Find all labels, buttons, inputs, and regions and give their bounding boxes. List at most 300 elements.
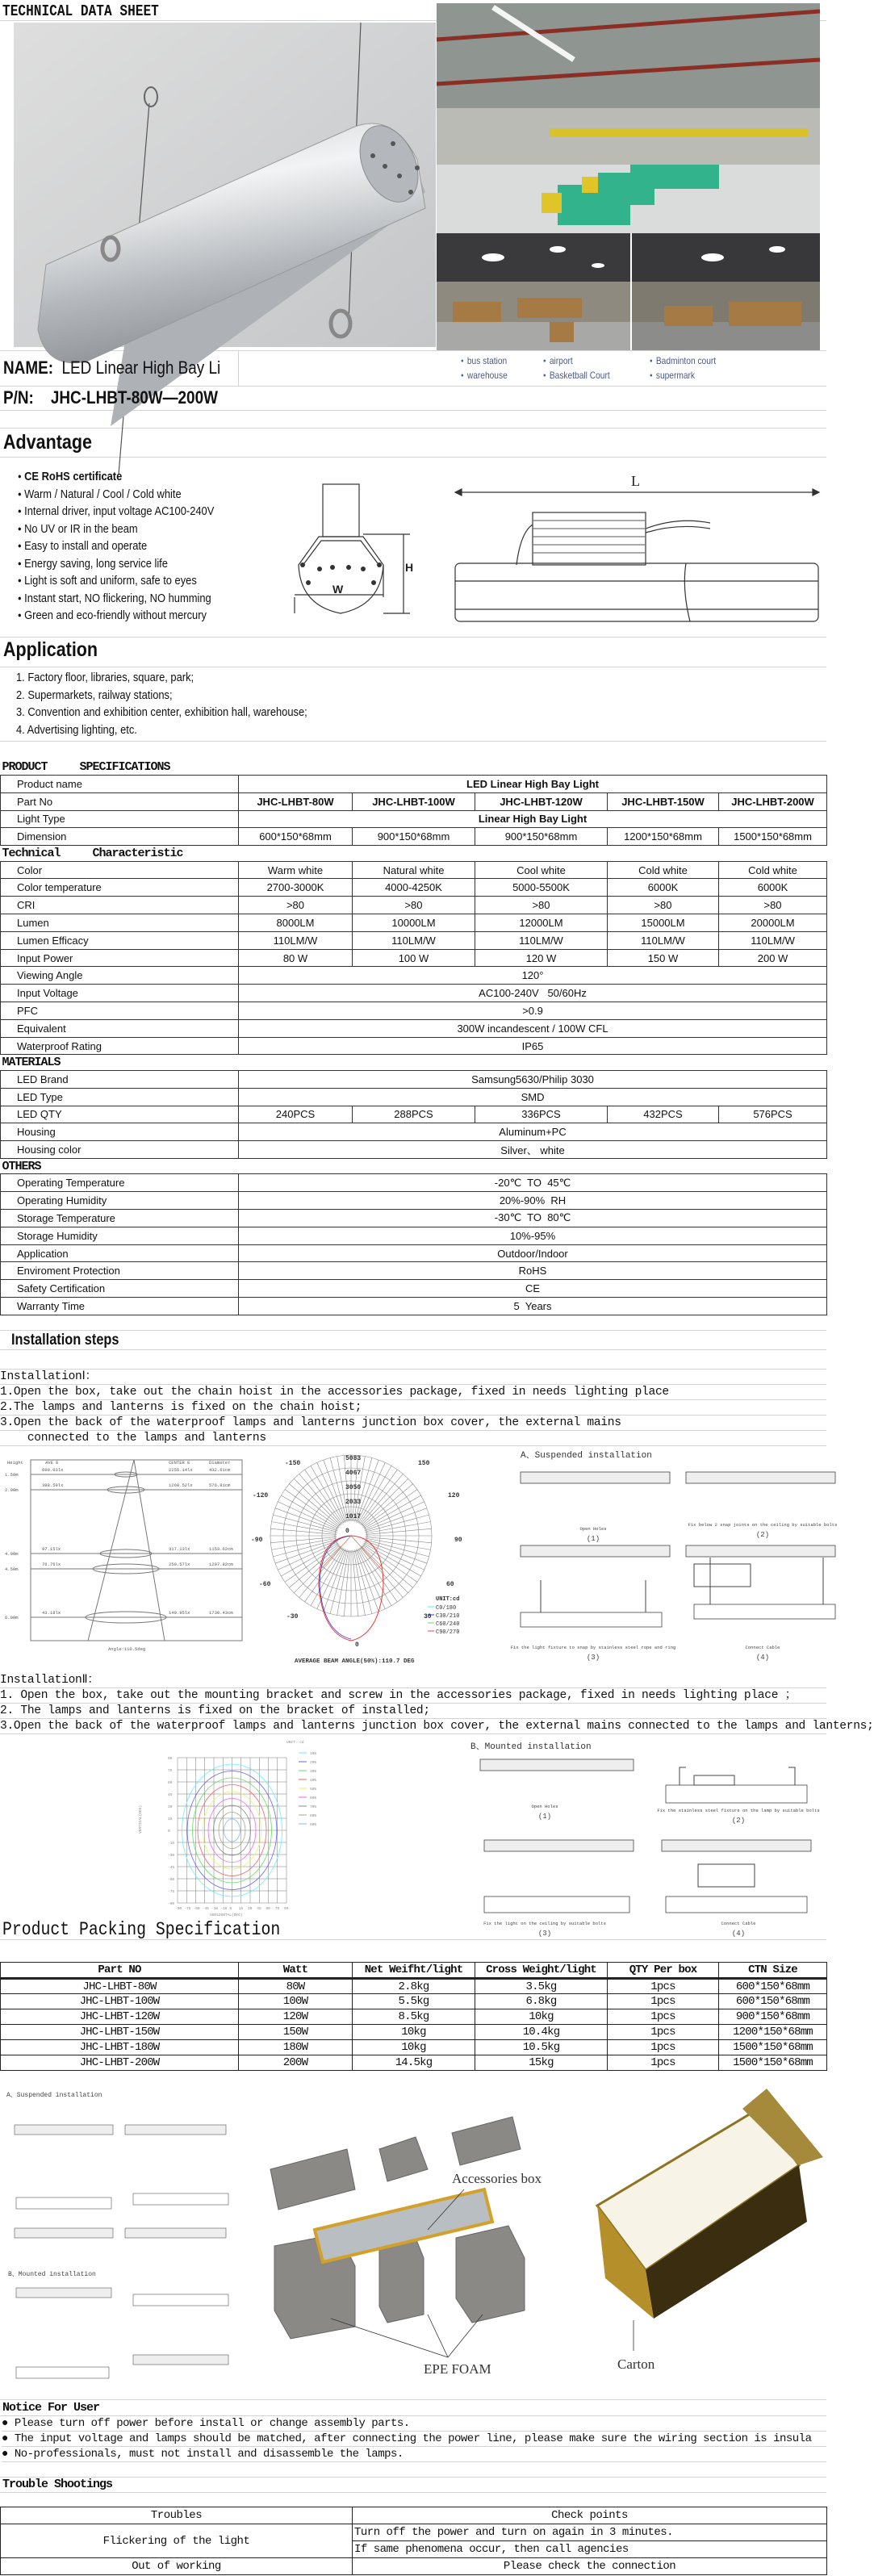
spec-value: 120 W [475, 949, 608, 967]
spec-value: LED Linear High Bay Light [239, 776, 827, 793]
isolux-value: 4.00m [5, 1551, 19, 1557]
divider [0, 2492, 826, 2493]
iso-ytick: -60 [168, 1878, 175, 1882]
packing-header: CTN Size [719, 1963, 827, 1979]
iso-xtick: 0 [229, 1907, 232, 1911]
trouble-check: Please check the connection [353, 2558, 827, 2575]
packaging-illustration [266, 2085, 823, 2385]
polar-spoke [311, 1466, 344, 1523]
part-number [3, 387, 218, 408]
spec-row [1, 914, 827, 932]
trouble-name: Flickering of the light [1, 2524, 353, 2558]
iso-xtick: -15 [220, 1907, 228, 1911]
step-caption: Fix below 2 snap joints on the ceiling by suitable bolts [688, 1522, 838, 1528]
polar-spoke [281, 1495, 338, 1528]
epe-foam-label: EPE FOAM [424, 2361, 491, 2377]
spec-value: Outdoor/Indoor [239, 1244, 827, 1262]
spec-value: >80 [608, 897, 719, 914]
packing-cell: 10kg [475, 2009, 608, 2025]
application-chip: ● warehouse [461, 370, 508, 381]
spec-value: -30℃ TO 80℃ [239, 1210, 827, 1227]
iso-xtick: -45 [202, 1907, 209, 1911]
spec-label: Enviroment Protection [1, 1262, 239, 1280]
step-number: (1) [586, 1535, 600, 1543]
iso-ytick: -45 [168, 1866, 175, 1870]
spec-label: Part No [1, 792, 239, 810]
iso-xtick: 30 [248, 1907, 253, 1911]
spec-value: 150 W [608, 949, 719, 967]
packing-cell: 1pcs [608, 1994, 719, 2009]
polar-angle-label: 0 [355, 1641, 359, 1649]
packing-cell: 200W [239, 2055, 353, 2071]
isolux-value: 1268.52lx [169, 1482, 193, 1488]
polar-unit: UNIT:cd [436, 1596, 460, 1603]
polar-spoke [294, 1478, 341, 1525]
step-caption: Connect Cable [745, 1645, 780, 1650]
iso-ytick: -30 [168, 1854, 175, 1858]
packing-cell: 600*150*68mm [719, 1979, 827, 1994]
trouble-title: Trouble Shootings [2, 2478, 113, 2491]
advantage-item: ● Warm / Natural / Cool / Cold white [18, 487, 182, 501]
packing-row [1, 2040, 827, 2055]
spec-label: Operating Humidity [1, 1192, 239, 1210]
spec-label: Light Type [1, 810, 239, 828]
polar-spoke [358, 1549, 391, 1606]
spec-row [1, 828, 827, 846]
spec-value: 20%-90% RH [239, 1192, 827, 1210]
packing-cell: 1pcs [608, 2055, 719, 2071]
polar-spoke [330, 1549, 347, 1613]
step-number: (2) [731, 1817, 746, 1825]
method1-title: InstallationⅠ： [0, 1370, 826, 1385]
spec-label: Storage Humidity [1, 1227, 239, 1244]
spec-label: Color [1, 861, 239, 879]
spec-row [1, 931, 827, 949]
polar-legend [428, 1594, 476, 1650]
bullet-icon: ● [2, 2432, 15, 2445]
packing-title: Product Packing Specification [2, 1919, 281, 1940]
spec-value: Samsung5630/Philip 3030 [239, 1070, 827, 1088]
length-label: L [631, 473, 640, 489]
spec-value: 1200*150*68mm [608, 828, 719, 846]
spec-row [1, 1174, 827, 1192]
spec-value: SMD [239, 1088, 827, 1106]
iso-xtick: -75 [184, 1907, 191, 1911]
spec-value: 240PCS [239, 1106, 353, 1123]
method1-step: 2.The lamps and lanterns is fixed on the chain hoist; [0, 1400, 826, 1416]
spec-section-row [1, 759, 827, 776]
polar-spoke [364, 1495, 421, 1528]
application-chip: ● Badminton court [650, 355, 716, 366]
isolux-value: 388.59lx [42, 1482, 64, 1488]
iso-legend-label: 80% [310, 1814, 317, 1818]
advantage-item: ● Easy to install and operate [18, 539, 147, 553]
spec-value: -20℃ TO 45℃ [239, 1174, 827, 1192]
notice-text: Please turn off power before install or change assembly parts. [14, 2417, 410, 2430]
spec-value: 300W incandescent / 100W CFL [239, 1019, 827, 1037]
spec-value: JHC-LHBT-100W [353, 792, 475, 810]
spec-value: 110LM/W [475, 931, 608, 949]
packing-row [1, 1979, 827, 1994]
iso-legend-label: 90% [310, 1823, 317, 1827]
trouble-row [1, 2558, 827, 2575]
spec-row [1, 1262, 827, 1280]
spec-row [1, 1037, 827, 1055]
packing-cell: 10kg [353, 2025, 475, 2040]
spec-label: Safety Certification [1, 1280, 239, 1298]
polar-angle-label: 30 [424, 1613, 432, 1620]
spec-label: CRI [1, 897, 239, 914]
packing-header: Cross Weight/light [475, 1963, 608, 1979]
step-caption: Open Holes [531, 1804, 558, 1809]
spec-value: JHC-LHBT-80W [239, 792, 353, 810]
polar-ring-label: 3050 [345, 1484, 362, 1491]
packing-cell: JHC-LHBT-100W [1, 1994, 239, 2009]
polar-angle-label: 60 [446, 1581, 454, 1588]
packing-cell: JHC-LHBT-180W [1, 2040, 239, 2055]
warehouse-photo-1 [437, 233, 630, 350]
iso-legend-label: 20% [310, 1761, 317, 1765]
spec-section-title: PRODUCT SPECIFICATIONS [1, 759, 827, 776]
pn-label: P/N: [3, 387, 34, 408]
spec-row [1, 1123, 827, 1141]
isolux-header: CENTER E [169, 1460, 190, 1466]
polar-spoke [362, 1546, 408, 1593]
polar-spoke [365, 1515, 429, 1532]
bullet-icon: ● [2, 2448, 15, 2461]
trouble-table [0, 2507, 827, 2575]
spec-value: CE [239, 1280, 827, 1298]
advantage-title: Advantage [3, 431, 92, 454]
side-view-drawing [291, 484, 412, 597]
packing-header: QTY Per box [608, 1963, 719, 1979]
trouble-header: Check points [353, 2507, 827, 2524]
isocandela-xlabel: HORIZONTAL(DEG) [210, 1913, 243, 1917]
name-label: NAME: [3, 358, 54, 378]
packing-cell: 900*150*68mm [719, 2009, 827, 2025]
method2-step: 3.Open the back of the waterproof lamps and lanterns junction box cover, the external mains connected to the lamps and lanterns; [0, 1720, 874, 1733]
mounted-title-small: B、Mounted installation [8, 2271, 96, 2278]
application-item: 2. Supermarkets, railway stations; [16, 688, 173, 702]
advantage-item: ● Internal driver, input voltage AC100-240V [18, 504, 214, 518]
spec-value: >80 [239, 897, 353, 914]
packing-cell: 15kg [475, 2055, 608, 2071]
packing-row [1, 2025, 827, 2040]
polar-spoke [299, 1474, 342, 1524]
packing-cell: 3.5kg [475, 1979, 608, 1994]
polar-spoke [364, 1502, 424, 1530]
notice-item [2, 2416, 826, 2432]
spec-label: Warranty Time [1, 1298, 239, 1315]
iso-ytick: 0 [168, 1830, 170, 1834]
spec-value: IP65 [239, 1037, 827, 1055]
width-label: W [332, 583, 344, 596]
packing-cell: 10.4kg [475, 2025, 608, 2040]
spec-value: Cold white [719, 861, 827, 879]
warehouse-photo-2 [632, 233, 820, 350]
carton-label: Carton [617, 2356, 655, 2372]
spec-label: Housing [1, 1123, 239, 1141]
iso-ytick: 90 [168, 1757, 173, 1761]
iso-legend-label: 10% [310, 1752, 317, 1756]
step-number: (4) [731, 1930, 746, 1938]
advantage-item: ● Green and eco-friendly without mercury [18, 608, 207, 622]
isolux-header: Height [7, 1460, 23, 1466]
polar-angle-label: -120 [253, 1492, 269, 1499]
name-value: LED Linear High Bay Li [61, 358, 221, 378]
step-number: (3) [537, 1930, 552, 1938]
spec-value: 576PCS [719, 1106, 827, 1123]
iso-ytick: 30 [168, 1805, 173, 1809]
spec-label: Operating Temperature [1, 1174, 239, 1192]
suspended-installation-diagram [484, 1443, 838, 1669]
notice-title: Notice For User [2, 2401, 100, 2415]
isolux-value: 140.95lx [169, 1610, 190, 1616]
spec-value: >80 [353, 897, 475, 914]
divider [0, 1330, 826, 1331]
isocandela-chart [137, 1737, 355, 1918]
iso-xtick: 45 [257, 1907, 261, 1911]
spec-row [1, 1141, 827, 1159]
packing-cell: 1pcs [608, 2009, 719, 2025]
application-chip: ● airport [543, 355, 573, 366]
application-chip: ● supermark [650, 370, 695, 381]
divider [0, 1349, 826, 1350]
pn-value: JHC-LHBT-80W—200W [50, 387, 218, 408]
spec-label: Product name [1, 776, 239, 793]
step-number: (4) [755, 1654, 770, 1662]
packing-cell: 120W [239, 2009, 353, 2025]
polar-legend-label: C0/180 [436, 1605, 457, 1612]
iso-ytick: 15 [168, 1817, 173, 1821]
spec-label: Waterproof Rating [1, 1037, 239, 1055]
trouble-header: Troubles [1, 2507, 353, 2524]
advantage-item: ● Instant start, NO flickering, NO humming [18, 592, 211, 605]
spec-label: PFC [1, 1002, 239, 1020]
polar-spoke [294, 1546, 341, 1593]
packing-cell: 10.5kg [475, 2040, 608, 2055]
polar-spoke [278, 1502, 337, 1530]
iso-legend-label: 30% [310, 1770, 317, 1774]
isolux-value: 4.50m [5, 1566, 19, 1572]
polar-spoke [358, 1466, 391, 1523]
spec-value: 5000-5500K [475, 879, 608, 897]
spec-value: Warm white [239, 861, 353, 879]
divider [0, 428, 826, 429]
spec-value: 110LM/W [353, 931, 475, 949]
isolux-value: 317.13lx [169, 1546, 190, 1552]
spec-row [1, 1192, 827, 1210]
spec-value: 15000LM [608, 914, 719, 932]
spec-value: 110LM/W [239, 931, 353, 949]
polar-ring-label: 0 [345, 1528, 349, 1535]
spec-row [1, 985, 827, 1002]
spec-value: 10000LM [353, 914, 475, 932]
spec-value: JHC-LHBT-120W [475, 792, 608, 810]
spec-row [1, 1070, 827, 1088]
mounted-title: B、Mounted installation [470, 1742, 592, 1752]
polar-angle-label: -90 [251, 1537, 263, 1544]
spec-label: LED Brand [1, 1070, 239, 1088]
divider [0, 2477, 826, 2478]
isolux-value: 1.50m [5, 1472, 19, 1478]
spec-value: 110LM/W [608, 931, 719, 949]
spec-row [1, 861, 827, 879]
polar-angle-label: 150 [418, 1460, 430, 1467]
packing-cell: 100W [239, 1994, 353, 2009]
packing-cell: 6.8kg [475, 1994, 608, 2009]
application-item: 1. Factory floor, libraries, square, park; [16, 671, 194, 684]
packing-cell: 5.5kg [353, 1994, 475, 2009]
spec-section-title: MATERIALS [1, 1055, 827, 1071]
polar-angle-label: -150 [285, 1460, 301, 1467]
divider [0, 2399, 826, 2400]
application-item: 3. Convention and exhibition center, exhibition hall, warehouse; [16, 705, 307, 719]
method1-step: 1.Open the box, take out the chain hoist in the accessories package, fixed in needs lighting place [0, 1385, 826, 1400]
packing-header: Part NO [1, 1963, 239, 1979]
application-chip: ● bus station [461, 355, 507, 366]
packing-cell: 1500*150*68mm [719, 2040, 827, 2055]
spec-label: Color temperature [1, 879, 239, 897]
iso-legend-label: 70% [310, 1805, 317, 1809]
divider [0, 741, 826, 742]
polar-angle-label: 90 [454, 1537, 462, 1544]
iso-xtick: -90 [175, 1907, 182, 1911]
polar-chart [246, 1449, 462, 1666]
spec-section-row [1, 1158, 827, 1174]
iso-legend-label: 40% [310, 1779, 317, 1783]
spec-table [0, 759, 827, 1315]
spec-value: AC100-240V 50/60Hz [239, 985, 827, 1002]
spec-value: Cold white [608, 861, 719, 879]
isolux-value: 76.76lx [42, 1562, 61, 1567]
application-chip: ● Basketball Court [543, 370, 610, 381]
spec-value: 288PCS [353, 1106, 475, 1123]
spec-label: Input Voltage [1, 985, 239, 1002]
packing-cell: JHC-LHBT-150W [1, 2025, 239, 2040]
packing-cell: 1pcs [608, 1979, 719, 1994]
spec-label: Viewing Angle [1, 967, 239, 985]
polar-spoke [311, 1549, 344, 1606]
spec-value: 2700-3000K [239, 879, 353, 897]
polar-angle-label: -30 [286, 1613, 299, 1620]
spec-value: >80 [475, 897, 608, 914]
isolux-value: 6.00m [5, 1615, 19, 1620]
packing-cell: 600*150*68mm [719, 1994, 827, 2009]
spec-label: Lumen [1, 914, 239, 932]
bullet-icon: ● [2, 2417, 15, 2430]
isolux-value: 2255.14lx [169, 1467, 193, 1473]
spec-row [1, 897, 827, 914]
beam-angle-label: AVERAGE BEAM ANGLE(50%):110.7 DEG [295, 1658, 415, 1665]
spec-value: 336PCS [475, 1106, 608, 1123]
spec-row [1, 879, 827, 897]
isolux-header: AVE E [45, 1460, 59, 1466]
step-number: (1) [537, 1813, 552, 1821]
step-caption: Connect Cable [721, 1921, 756, 1926]
product-name [3, 358, 220, 378]
spec-value: 6000K [719, 879, 827, 897]
spec-value: 80 W [239, 949, 353, 967]
polar-legend-label: C90/270 [436, 1629, 460, 1636]
isolux-diagram [3, 1449, 245, 1666]
polar-ring-label: 5083 [345, 1455, 362, 1462]
document-title: TECHNICAL DATA SHEET [2, 2, 159, 20]
packing-row [1, 2009, 827, 2025]
method1-step: 3.Open the back of the waterproof lamps and lanterns junction box cover, the external mains [0, 1416, 826, 1431]
spec-row [1, 1280, 827, 1298]
accessories-box-label: Accessories box [452, 2171, 542, 2186]
isolux-value: 250.57lx [169, 1562, 190, 1567]
spec-section-title: Technical Characteristic [1, 846, 827, 862]
spec-row [1, 1002, 827, 1020]
spec-value: >0.9 [239, 1002, 827, 1020]
advantage-item: ● Energy saving, long service life [18, 557, 168, 571]
spec-row [1, 1106, 827, 1123]
installation-summary-diagram [0, 2085, 238, 2385]
spec-section-title: OTHERS [1, 1158, 827, 1174]
iso-xtick: 60 [266, 1907, 270, 1911]
spec-value: 432PCS [608, 1106, 719, 1123]
packing-cell: 1pcs [608, 2040, 719, 2055]
spec-label: Housing color [1, 1141, 239, 1159]
step-number: (3) [586, 1654, 600, 1662]
iso-ytick: 45 [168, 1793, 173, 1797]
packing-cell: 10kg [353, 2040, 475, 2055]
isocandela-unit: UNIT: cd [286, 1741, 304, 1745]
suspended-title: A、Suspended installation [521, 1451, 652, 1461]
isocandela-ylabel: VERTICAL(DEG) [139, 1804, 143, 1834]
spec-row [1, 1244, 827, 1262]
spec-row [1, 776, 827, 793]
method1-step: connected to the lamps and lanterns [0, 1431, 826, 1446]
application-title: Application [3, 638, 98, 661]
isolux-value: 690.03lx [42, 1467, 64, 1473]
notice-text: The input voltage and lamps should be matched, after connecting the power line, please make sure the wiring section is insula [14, 2432, 812, 2445]
packing-cell: 1500*150*68mm [719, 2055, 827, 2071]
spec-value: 8000LM [239, 914, 353, 932]
spec-section-row [1, 846, 827, 862]
method2-step: 1. Open the box, take out the mounting bracket and screw in the accessories package, fixed in needs lighting place ； [0, 1688, 826, 1704]
polar-spoke [361, 1474, 404, 1524]
method2-title: InstallationⅡ： [0, 1673, 826, 1688]
packing-cell: 14.5kg [353, 2055, 475, 2071]
polar-spoke [273, 1515, 337, 1532]
spec-value: 110LM/W [719, 931, 827, 949]
step-caption: Fix the light fixture to snap by stainless steel rope and ring [510, 1645, 676, 1650]
spec-value: 5 Years [239, 1298, 827, 1315]
polar-legend-label: C60/240 [436, 1621, 460, 1628]
polar-spoke [355, 1549, 372, 1613]
polar-legend-label: C30/210 [436, 1613, 460, 1620]
iso-ytick: -90 [168, 1902, 175, 1906]
spec-value: 6000K [608, 879, 719, 897]
polar-spoke [289, 1484, 340, 1527]
trouble-check: If same phenomena occur, then call agencies [353, 2541, 827, 2558]
step-number: (2) [755, 1531, 770, 1539]
spec-value: 4000-4250K [353, 879, 475, 897]
packing-cell: 8.5kg [353, 2009, 475, 2025]
spec-value: Silver、 white [239, 1141, 827, 1159]
step-caption: Fix the stainless steel fixture on the lamp by suitable bolts [657, 1808, 820, 1813]
packing-cell: 1200*150*68mm [719, 2025, 827, 2040]
advantage-item: ● No UV or IR in the beam [18, 522, 138, 536]
spec-label: Dimension [1, 828, 239, 846]
polar-spoke [289, 1545, 340, 1588]
spec-value: 1500*150*68mm [719, 828, 827, 846]
polar-angle-label: -60 [259, 1581, 271, 1588]
polar-spoke [358, 1462, 386, 1522]
